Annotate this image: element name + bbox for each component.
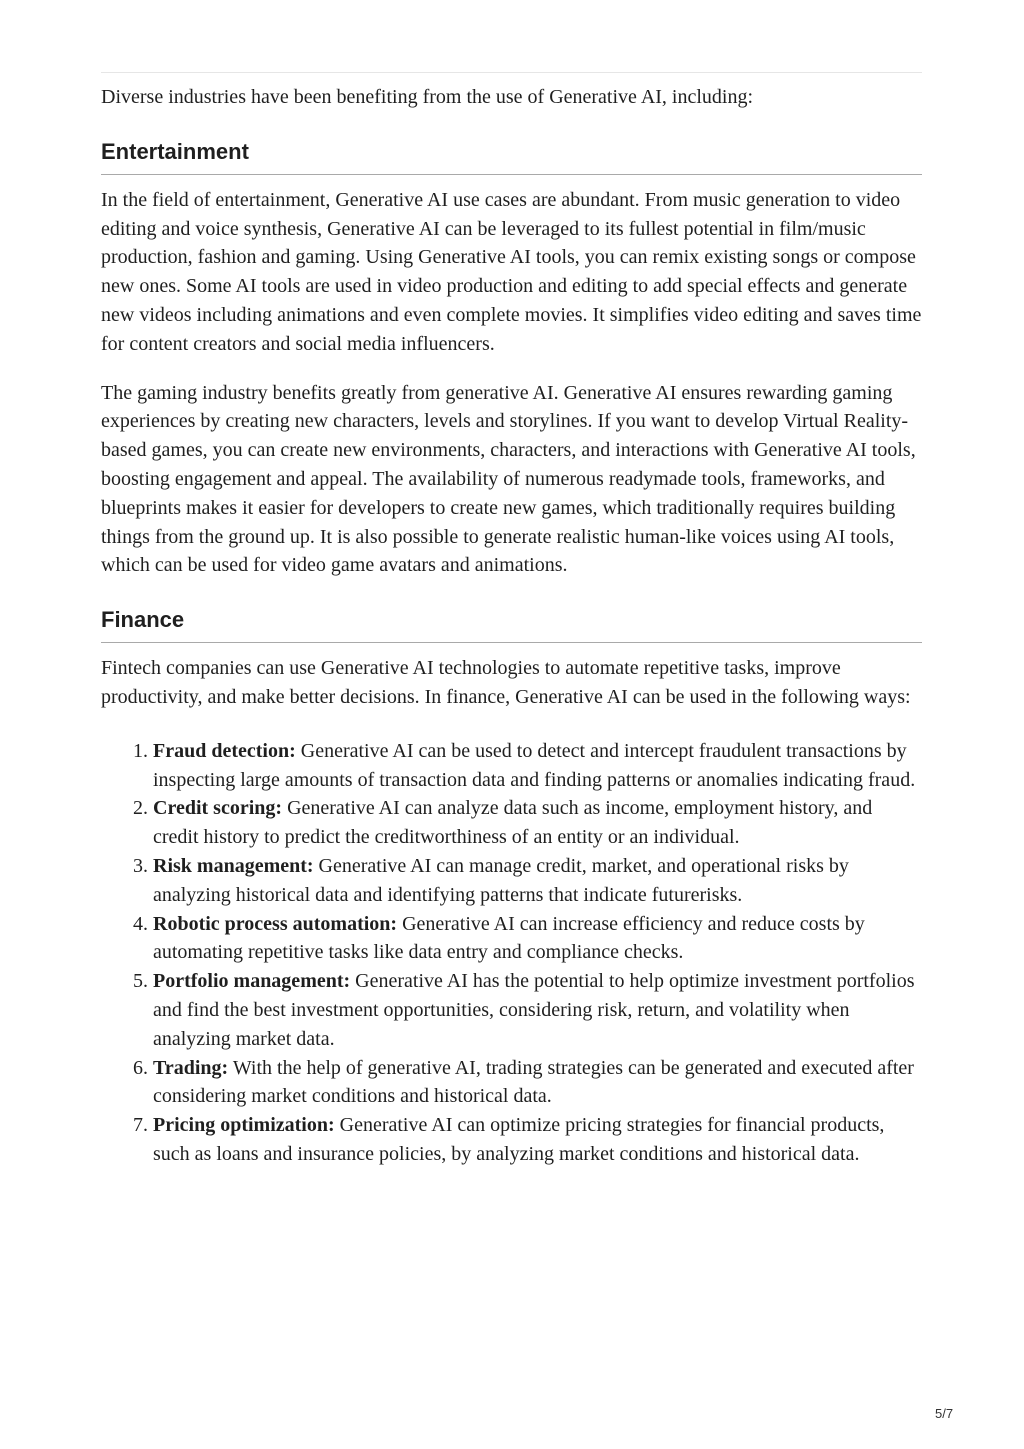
list-item xyxy=(153,794,922,852)
list-item xyxy=(153,737,922,795)
list-item xyxy=(153,1111,922,1169)
list-item-term: Trading: xyxy=(153,1056,229,1079)
entertainment-heading: Entertainment xyxy=(101,138,922,175)
list-item-term: Risk management: xyxy=(153,854,314,877)
page-content xyxy=(101,72,922,1169)
list-item xyxy=(153,852,922,910)
list-item-term: Pricing optimization: xyxy=(153,1114,335,1137)
list-item-text: With the help of generative AI, trading strategies can be generated and executed after considering market conditions and historical data. xyxy=(153,1056,914,1108)
list-item-text: Generative AI can analyze data such as income, employment history, and credit history to predict the creditworthiness of an entity or an individual. xyxy=(153,797,873,849)
list-item-text: Generative AI can increase efficiency and reduce costs by automating repetitive tasks like data entry and compliance checks. xyxy=(153,912,865,964)
finance-use-case-list xyxy=(101,737,922,1169)
finance-heading: Finance xyxy=(101,606,922,643)
list-item-term: Portfolio management: xyxy=(153,970,351,993)
finance-paragraph: Fintech companies can use Generative AI technologies to automate repetitive tasks, improve productivity, and make better decisions. In finance, Generative AI can be used in the following ways: xyxy=(101,657,911,708)
list-item xyxy=(153,967,922,1053)
list-item-text: Generative AI has the potential to help optimize investment portfolios and find the best investment opportunities, considering risk, return, and volatility when analyzing market data. xyxy=(153,970,915,1050)
list-item-term: Credit scoring: xyxy=(153,797,283,820)
list-item-text: Generative AI can optimize pricing strategies for financial products, such as loans and insurance policies, by analyzing market conditions and historical data. xyxy=(153,1114,885,1165)
list-item xyxy=(153,1054,922,1112)
entertainment-paragraph-2: The gaming industry benefits greatly from generative AI. Generative AI ensures rewarding gaming experiences by creating new characters, levels and storylines. If you want to develop Virtual Reality-based games, you can create new environments, characters, and interactions with Generative AI tools, boosting engagement and appeal. The availability of numerous readymade tools, frameworks, and blueprints makes it easier for developers to create new games, which traditionally requires building things from the ground up. It is also possible to generate realistic human-like voices using AI tools, which can be used for video game avatars and animations. xyxy=(101,381,916,577)
list-item-text: Generative AI can manage credit, market, and operational risks by analyzing historical data and identifying patterns that indicate futurerisks. xyxy=(153,854,849,906)
entertainment-paragraph-1: In the field of entertainment, Generative AI use cases are abundant. From music generation to video editing and voice synthesis, Generative AI can be leveraged to its fullest potential in film/music production, fashion and gaming. Using Generative AI tools, you can remix existing songs or compose new ones. Some AI tools are used in video production and editing to add special effects and generate new videos including animations and even complete movies. It simplifies video editing and saves time for content creators and social media influencers. xyxy=(101,188,922,355)
list-item-text: Generative AI can be used to detect and intercept fraudulent transactions by inspecting large amounts of transaction data and finding patterns or anomalies indicating fraud. xyxy=(153,739,916,791)
list-item xyxy=(153,910,922,968)
top-divider xyxy=(101,72,922,73)
list-item-term: Robotic process automation: xyxy=(153,912,398,935)
list-item-term: Fraud detection: xyxy=(153,739,296,762)
intro-paragraph: Diverse industries have been benefiting from the use of Generative AI, including: xyxy=(101,86,754,108)
page-number: 5/7 xyxy=(935,1406,954,1421)
